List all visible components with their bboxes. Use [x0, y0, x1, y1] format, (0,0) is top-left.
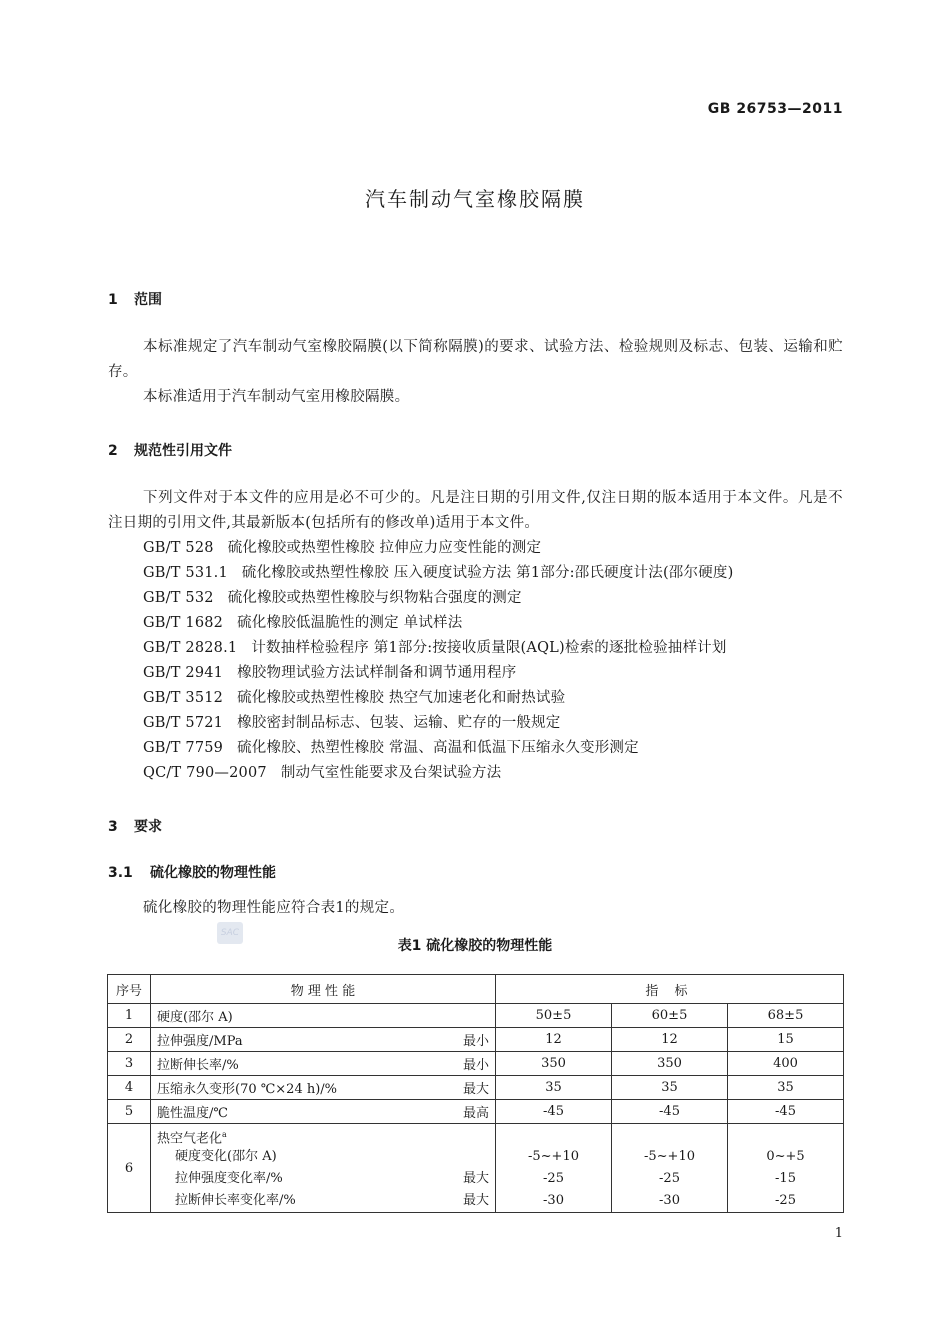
section-3-1-heading [108, 862, 276, 882]
reference-title: 硫化橡胶、热塑性橡胶 常温、高温和低温下压缩永久变形测定 [237, 740, 639, 756]
reference-code: GB/T 532 [143, 590, 214, 606]
value: -25 [775, 1193, 796, 1208]
property-limit: 最小 [462, 1058, 489, 1073]
row-property [151, 1028, 496, 1052]
property-name: 脆性温度/℃ [157, 1106, 228, 1121]
reference-title: 硫化橡胶或热塑性橡胶 热空气加速老化和耐热试验 [237, 690, 566, 706]
reference-title: 制动气室性能要求及台架试验方法 [280, 765, 502, 781]
reference-item [143, 686, 733, 711]
header-index: 指 标 [496, 975, 844, 1004]
section-2-heading [108, 440, 232, 460]
section-1-heading [108, 289, 162, 309]
value: -5~+10 [528, 1149, 579, 1164]
value-col-2: 35 [612, 1076, 728, 1100]
row-no: 4 [108, 1076, 151, 1100]
section-title: 范围 [134, 292, 162, 308]
property-name: 硬度(邵尔 A) [157, 1010, 233, 1025]
property-name: 硬度变化(邵尔 A) [175, 1149, 277, 1164]
table-row [108, 1100, 844, 1124]
reference-code: QC/T 790—2007 [143, 765, 267, 781]
reference-code: GB/T 5721 [143, 715, 224, 731]
table-row [108, 1028, 844, 1052]
row-property [151, 1076, 496, 1100]
property-name: 拉断伸长率/% [157, 1058, 239, 1073]
section-title: 规范性引用文件 [134, 443, 232, 459]
row-property [151, 1004, 496, 1028]
reference-code: GB/T 7759 [143, 740, 224, 756]
value-col-1: 50±5 [496, 1004, 612, 1028]
section-1-para-2: 本标准适用于汽车制动气室用橡胶隔膜。 [143, 389, 410, 405]
reference-item [143, 711, 733, 736]
reference-code: GB/T 3512 [143, 690, 224, 706]
section-number: 2 [108, 443, 118, 459]
property-name: 拉伸强度变化率/% [175, 1171, 283, 1186]
reference-code: GB/T 2828.1 [143, 640, 238, 656]
value-col-3 [728, 1124, 844, 1213]
reference-item [143, 586, 733, 611]
page-number: 1 [834, 1226, 843, 1241]
reference-item [143, 736, 733, 761]
table-header-row [108, 975, 844, 1004]
reference-title: 硫化橡胶或热塑性橡胶 压入硬度试验方法 第1部分:邵氏硬度计法(邵尔硬度) [241, 565, 734, 581]
value-col-3: -45 [728, 1100, 844, 1124]
value-col-1: 35 [496, 1076, 612, 1100]
property-limit: 最小 [462, 1034, 489, 1049]
reference-item [143, 661, 733, 686]
row-no: 3 [108, 1052, 151, 1076]
value-col-1: -45 [496, 1100, 612, 1124]
sac-watermark: SAC [217, 922, 243, 944]
value-col-3: 400 [728, 1052, 844, 1076]
value-col-2: 12 [612, 1028, 728, 1052]
property-limit: 最高 [462, 1106, 489, 1121]
reference-item [143, 561, 733, 586]
value-col-2: 350 [612, 1052, 728, 1076]
section-title: 要求 [134, 819, 162, 835]
table-row [108, 1004, 844, 1028]
reference-code: GB/T 528 [143, 540, 214, 556]
footnote-mark: a [222, 1130, 227, 1139]
reference-item [143, 761, 733, 786]
reference-title: 硫化橡胶低温脆性的测定 单试样法 [237, 615, 463, 631]
document-title: 汽车制动气室橡胶隔膜 [365, 187, 585, 211]
physical-properties-table [107, 974, 844, 1213]
value-col-3: 15 [728, 1028, 844, 1052]
reference-title: 橡胶物理试验方法试样制备和调节通用程序 [237, 665, 517, 681]
reference-title: 硫化橡胶或热塑性橡胶与织物粘合强度的测定 [227, 590, 522, 606]
reference-title: 橡胶密封制品标志、包装、运输、贮存的一般规定 [237, 715, 561, 731]
reference-title: 计数抽样检验程序 第1部分:按接收质量限(AQL)检索的逐批检验抽样计划 [251, 640, 727, 656]
table-row [108, 1076, 844, 1100]
row-no: 6 [108, 1124, 151, 1213]
reference-code: GB/T 1682 [143, 615, 224, 631]
row-property [151, 1100, 496, 1124]
row-no: 2 [108, 1028, 151, 1052]
section-number: 1 [108, 292, 118, 308]
group-title [157, 1124, 489, 1146]
property-limit: 最大 [462, 1171, 489, 1186]
section-2-intro: 下列文件对于本文件的应用是必不可少的。凡是注日期的引用文件,仅注日期的版本适用于本文件。凡是不注日期的引用文件,其最新版本(包括所有的修改单)适用于本文件。 [108, 490, 843, 531]
section-1-para-1: 本标准规定了汽车制动气室橡胶隔膜(以下简称隔膜)的要求、试验方法、检验规则及标志、包装、运输和贮存。 [108, 339, 843, 380]
value: -5~+10 [644, 1149, 695, 1164]
row-no: 1 [108, 1004, 151, 1028]
sub-property [157, 1168, 489, 1190]
table-row [108, 1052, 844, 1076]
normative-references-list [143, 536, 733, 786]
value: -25 [659, 1171, 680, 1186]
reference-title: 硫化橡胶或热塑性橡胶 拉伸应力应变性能的测定 [227, 540, 542, 556]
value: -30 [659, 1193, 680, 1208]
table-row-heat-aging [108, 1124, 844, 1213]
row-property [151, 1052, 496, 1076]
property-name: 压缩永久变形(70 ℃×24 h)/% [157, 1082, 338, 1097]
reference-item [143, 611, 733, 636]
row-no: 5 [108, 1100, 151, 1124]
property-name: 拉断伸长率变化率/% [175, 1193, 296, 1208]
value: -25 [543, 1171, 564, 1186]
reference-item [143, 536, 733, 561]
value-col-3: 35 [728, 1076, 844, 1100]
value: -30 [543, 1193, 564, 1208]
group-name: 热空气老化 [157, 1131, 223, 1147]
standard-number: GB 26753—2011 [707, 101, 843, 117]
property-limit: 最大 [462, 1193, 489, 1208]
header-property: 物 理 性 能 [151, 975, 496, 1004]
property-name: 拉伸强度/MPa [157, 1034, 243, 1049]
section-title: 硫化橡胶的物理性能 [150, 865, 276, 881]
value-col-1: 12 [496, 1028, 612, 1052]
section-3-heading [108, 816, 162, 836]
table-caption: 表1 硫化橡胶的物理性能 [397, 938, 553, 954]
value: 0~+5 [766, 1149, 805, 1164]
section-3-1-para: 硫化橡胶的物理性能应符合表1的规定。 [143, 900, 405, 916]
value-col-2 [612, 1124, 728, 1213]
value: -15 [775, 1171, 796, 1186]
value-col-1 [496, 1124, 612, 1213]
reference-code: GB/T 2941 [143, 665, 224, 681]
sub-property [157, 1190, 489, 1212]
header-no: 序号 [108, 975, 151, 1004]
value-col-3: 68±5 [728, 1004, 844, 1028]
value-col-2: -45 [612, 1100, 728, 1124]
row-property [151, 1124, 496, 1213]
reference-code: GB/T 531.1 [143, 565, 228, 581]
reference-item [143, 636, 733, 661]
section-number: 3 [108, 819, 118, 835]
section-number: 3.1 [108, 865, 133, 881]
value-col-2: 60±5 [612, 1004, 728, 1028]
property-limit: 最大 [462, 1082, 489, 1097]
sub-property [157, 1146, 489, 1168]
value-col-1: 350 [496, 1052, 612, 1076]
